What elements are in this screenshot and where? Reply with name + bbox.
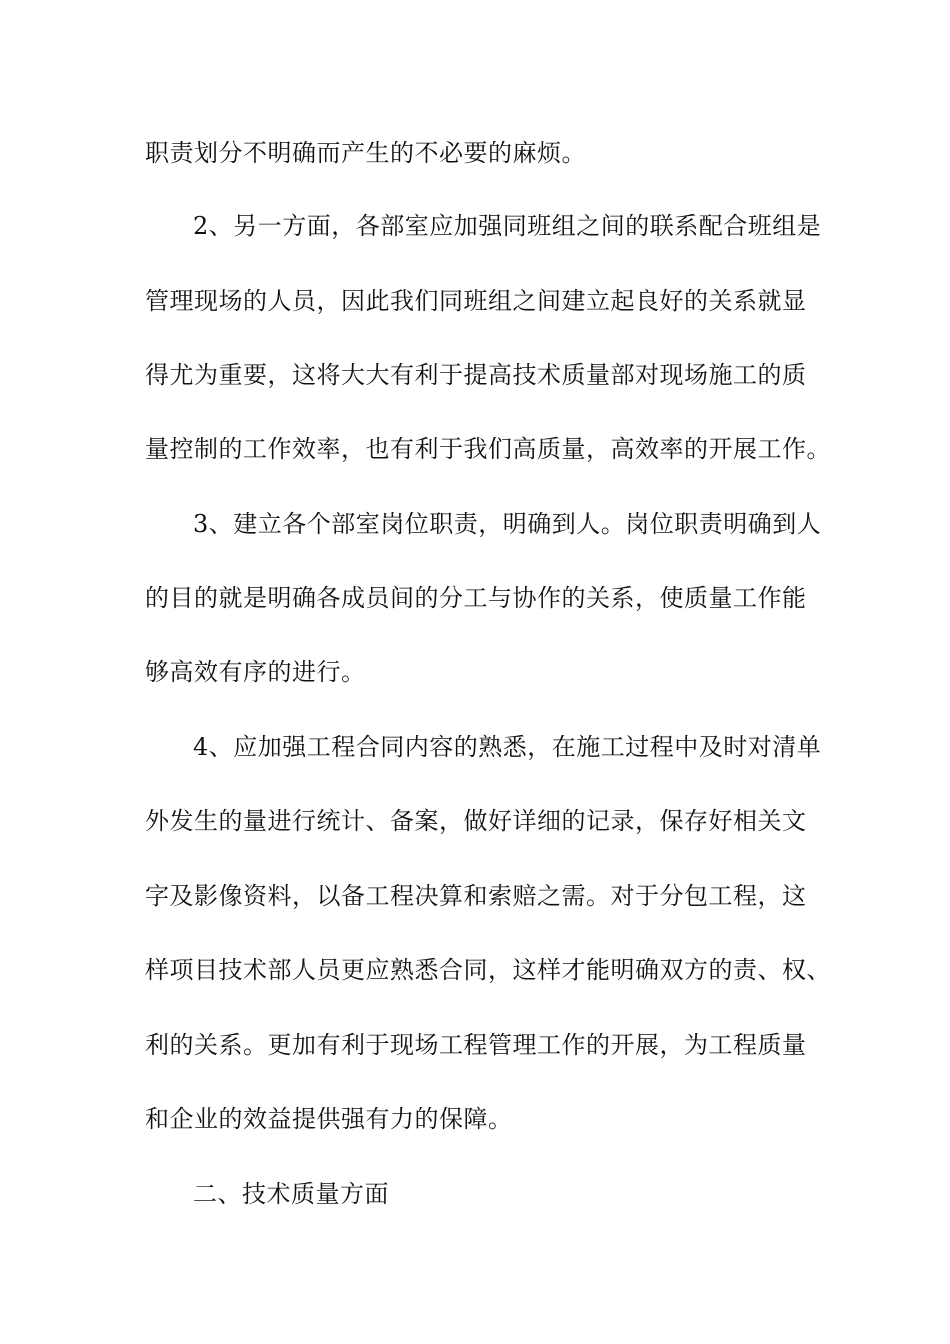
text-line: 管理现场的人员，因此我们同班组之间建立起良好的关系就显 bbox=[145, 287, 807, 315]
text-line: 和企业的效益提供强有力的保障。 bbox=[145, 1105, 513, 1133]
text-line: 够高效有序的进行。 bbox=[145, 658, 366, 686]
text-line: 职责划分不明确而产生的不必要的麻烦。 bbox=[145, 139, 586, 167]
paragraph-4-start: 4、应加强工程合同内容的熟悉，在施工过程中及时对清单 bbox=[193, 733, 822, 761]
text-line: 得尤为重要，这将大大有利于提高技术质量部对现场施工的质 bbox=[145, 361, 807, 389]
text-line: 样项目技术部人员更应熟悉合同，这样才能明确双方的责、权、 bbox=[145, 956, 831, 984]
text-line: 量控制的工作效率，也有利于我们高质量，高效率的开展工作。 bbox=[145, 435, 831, 463]
paragraph-2-start: 2、另一方面，各部室应加强同班组之间的联系配合班组是 bbox=[193, 212, 822, 240]
text-line: 字及影像资料，以备工程决算和索赔之需。对于分包工程，这 bbox=[145, 882, 807, 910]
text-line: 的目的就是明确各成员间的分工与协作的关系，使质量工作能 bbox=[145, 584, 807, 612]
text-line: 利的关系。更加有利于现场工程管理工作的开展，为工程质量 bbox=[145, 1031, 807, 1059]
section-heading: 二、技术质量方面 bbox=[193, 1180, 389, 1208]
paragraph-3-start: 3、建立各个部室岗位职责，明确到人。岗位职责明确到人 bbox=[193, 510, 822, 538]
text-line: 外发生的量进行统计、备案，做好详细的记录，保存好相关文 bbox=[145, 807, 807, 835]
